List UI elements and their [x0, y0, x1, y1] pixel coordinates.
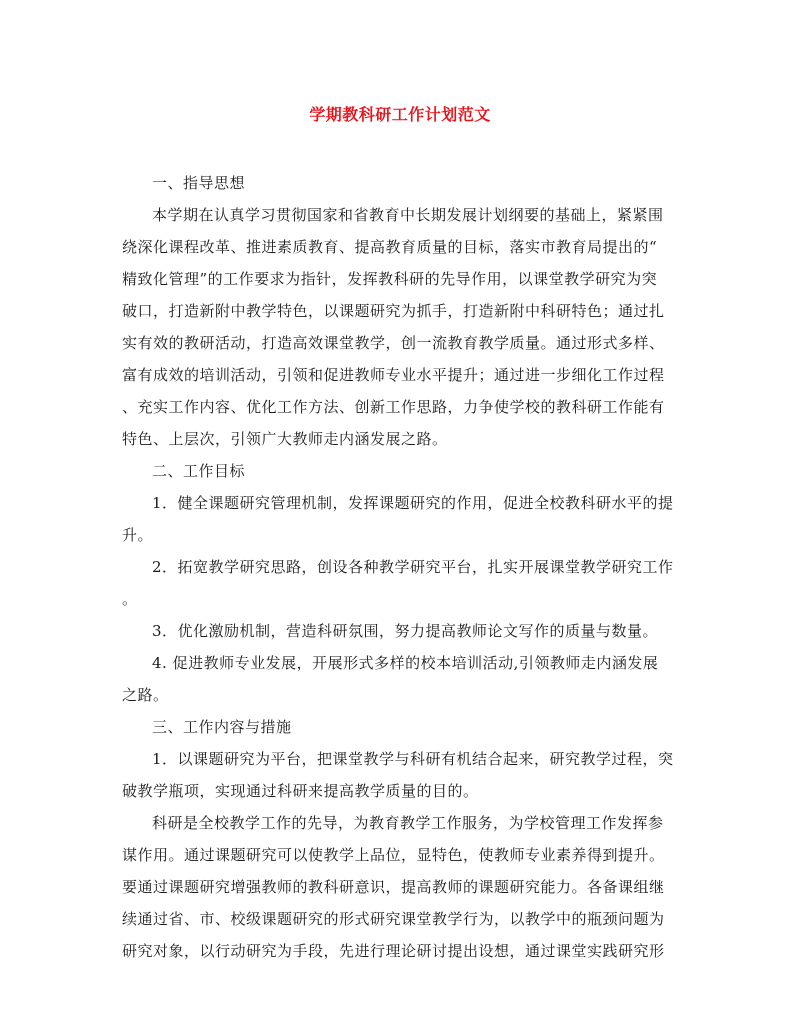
text-line: 破口，打造新附中教学特色，以课题研究为抓手，打造新附中科研特色；通过扎 — [122, 302, 665, 320]
text-line: 三、工作内容与措施 — [152, 718, 292, 736]
text-line: 谋作用。通过课题研究可以使教学上品位，显特色，使教师专业素养得到提升。 — [122, 846, 665, 864]
text-line: 升。 — [122, 526, 154, 544]
text-line: 绕深化课程改革、推进素质教育、提高教育质量的目标，落实市教育局提出的“ — [122, 238, 658, 256]
text-line: 1．以课题研究为平台，把课堂教学与科研有机结合起来，研究教学过程，突 — [152, 750, 674, 768]
text-line: 实有效的教研活动，打造高效课堂教学，创一流教育教学质量。通过形式多样、 — [122, 334, 665, 352]
text-line: 一、指导思想 — [152, 174, 246, 192]
text-line: 3．优化激励机制，营造科研氛围，努力提高教师论文写作的质量与数量。 — [152, 622, 659, 640]
text-line: 本学期在认真学习贯彻国家和省教育中长期发展计划纲要的基础上，紧紧围 — [152, 206, 664, 224]
text-line: 二、工作目标 — [152, 462, 246, 480]
text-line: 精致化管理”的工作要求为指针，发挥教科研的先导作用，以课堂教学研究为突 — [122, 270, 658, 288]
document-body — [122, 167, 678, 967]
text-line: 要通过课题研究增强教师的教科研意识，提高教师的课题研究能力。各备课组继 — [122, 878, 665, 896]
text-line: 1．健全课题研究管理机制，发挥课题研究的作用，促进全校教科研水平的提 — [152, 494, 674, 512]
text-line: 之路。 — [122, 686, 169, 704]
text-line: 研究对象，以行动研究为手段，先进行理论研讨提出设想，通过课堂实践研究形 — [122, 942, 665, 960]
text-line: 4. 促进教师专业发展，开展形式多样的校本培训活动,引领教师走内涵发展 — [152, 654, 659, 672]
text-line: 2．拓宽教学研究思路，创设各种教学研究平台，扎实开展课堂教学研究工作 — [152, 558, 674, 576]
text-line: 科研是全校教学工作的先导，为教育教学工作服务，为学校管理工作发挥参 — [152, 814, 664, 832]
text-line: 特色、上层次，引领广大教师走内涵发展之路。 — [122, 430, 448, 448]
text-line: 。 — [122, 590, 138, 608]
text-line: 、充实工作内容、优化工作方法、创新工作思路，力争使学校的教科研工作能有 — [122, 398, 665, 416]
document-title: 学期教科研工作计划范文 — [309, 105, 491, 124]
text-line: 富有成效的培训活动，引领和促进教师专业水平提升；通过进一步细化工作过程 — [122, 366, 665, 384]
text-line: 破教学瓶项，实现通过科研来提高教学质量的目的。 — [122, 782, 479, 800]
text-line: 续通过省、市、校级课题研究的形式研究课堂教学行为，以教学中的瓶颈问题为 — [122, 910, 665, 928]
